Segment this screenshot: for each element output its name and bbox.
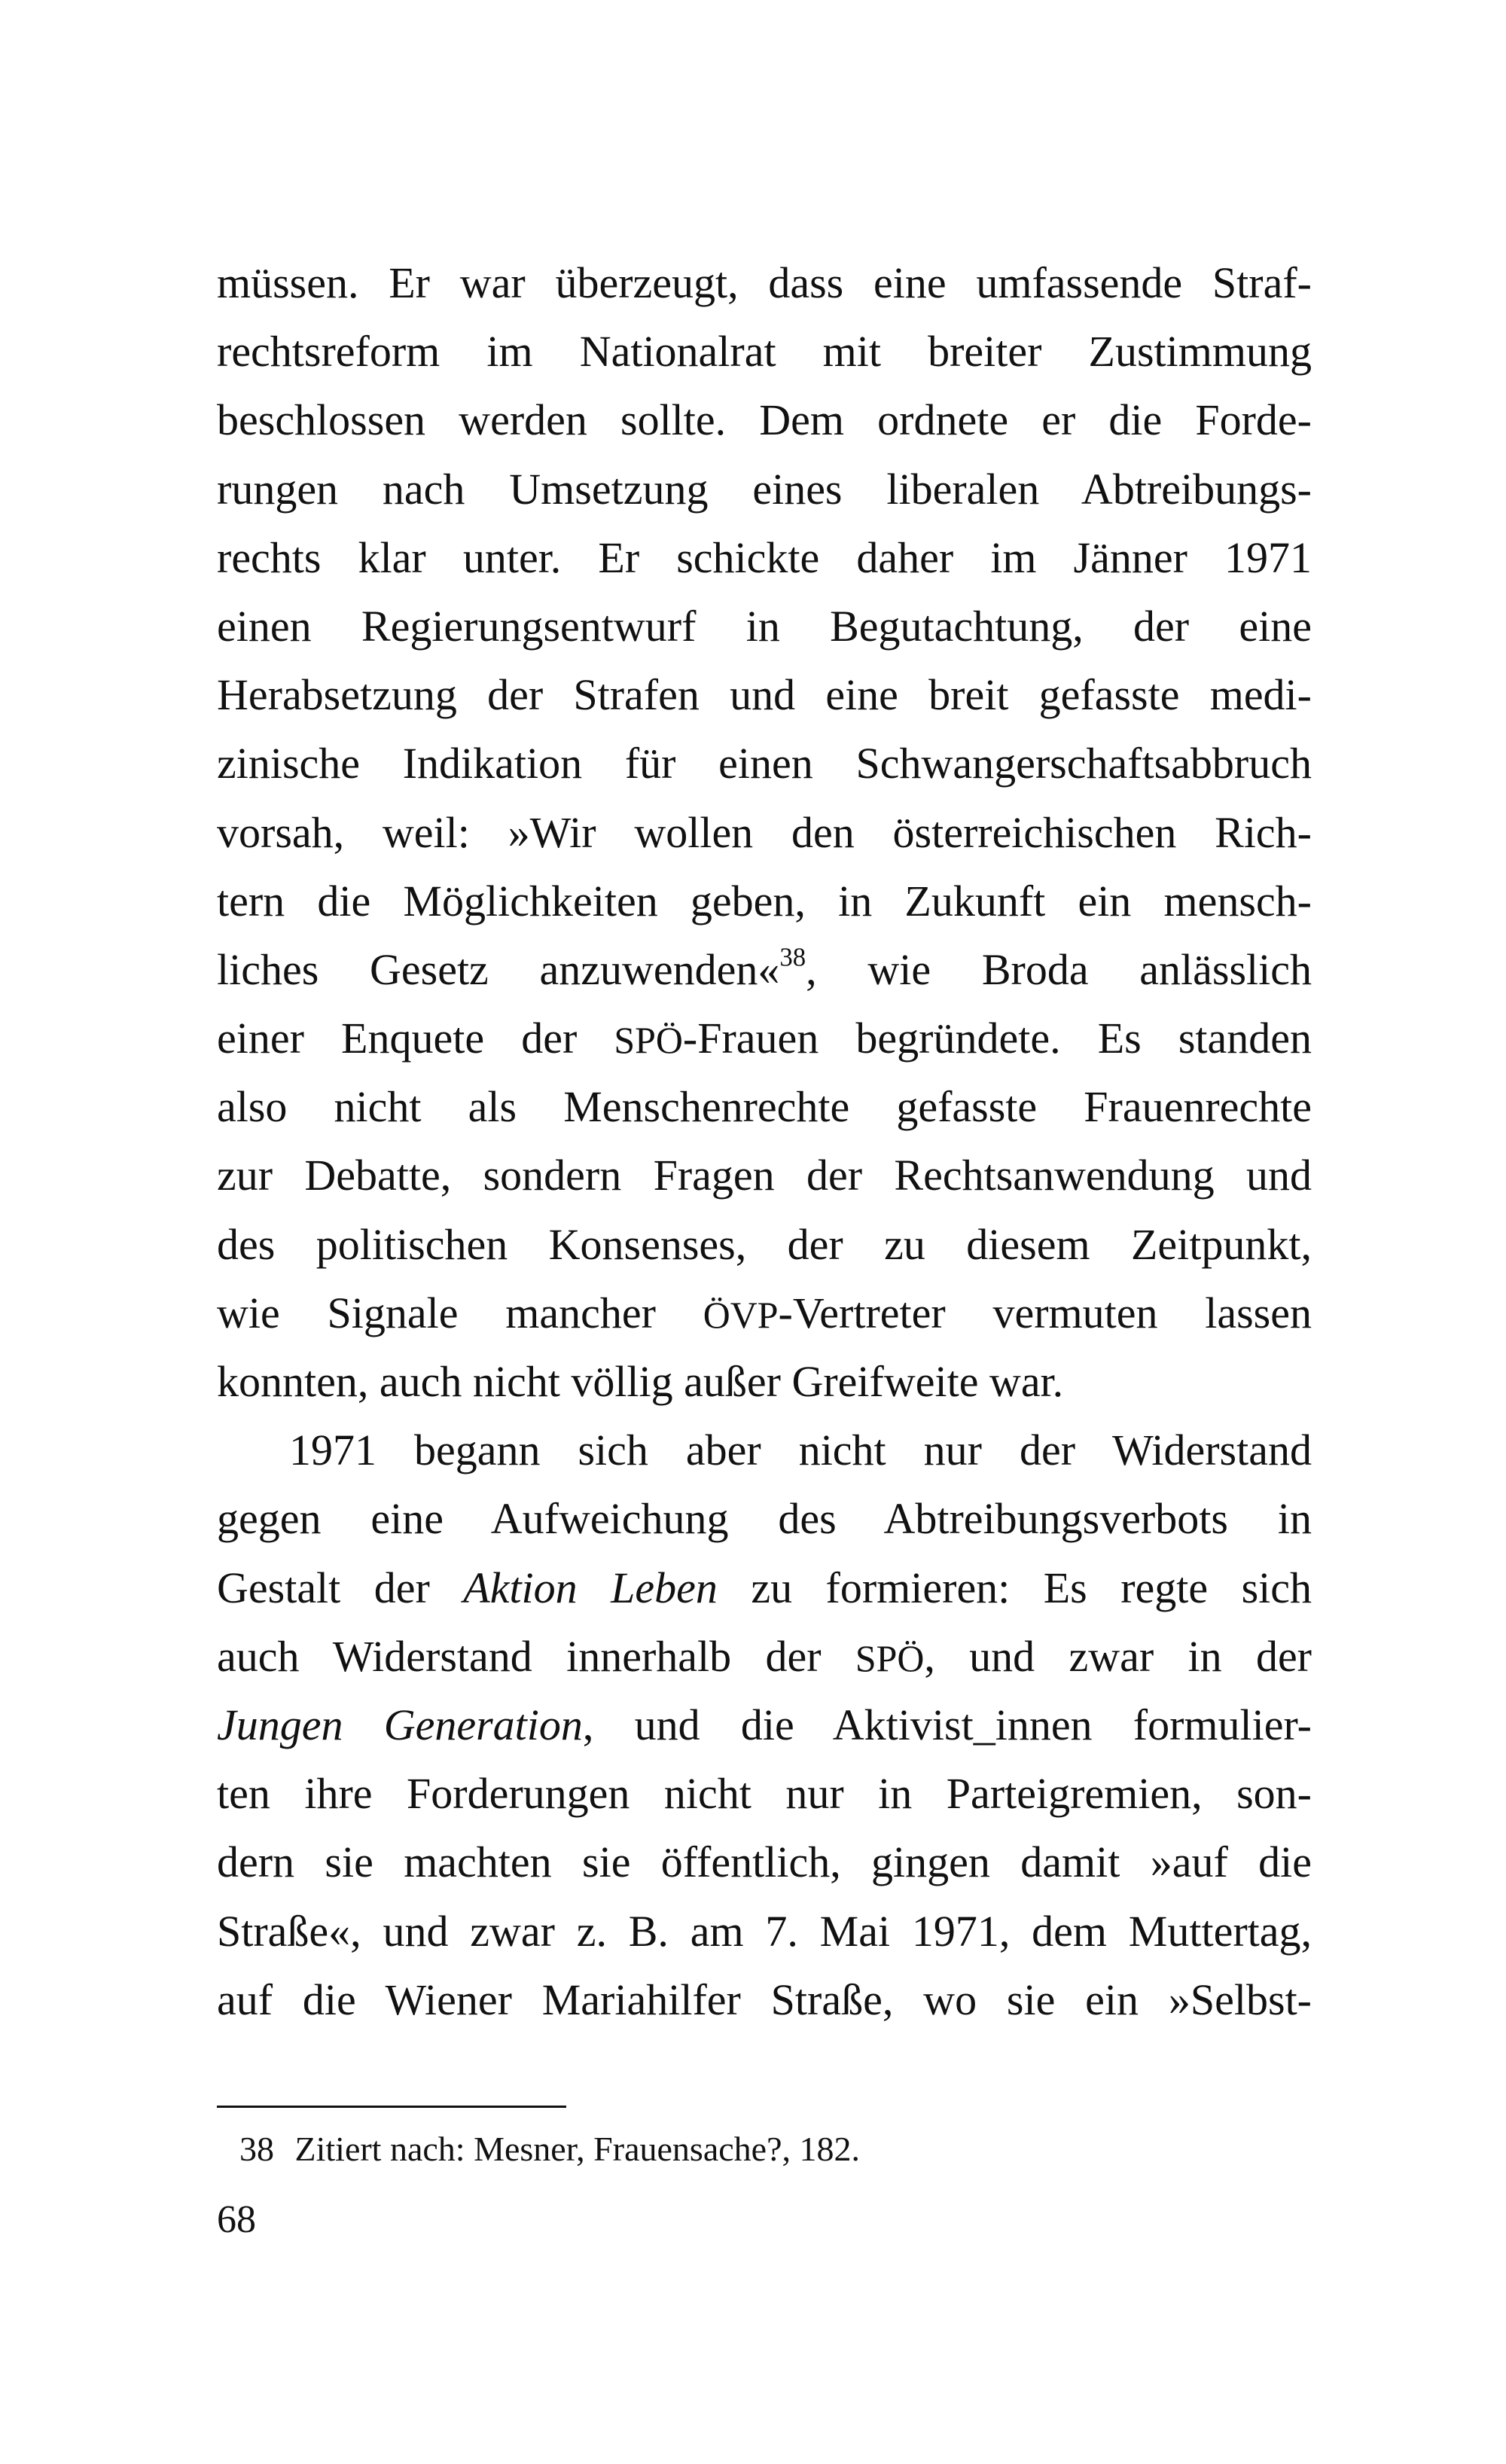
text-line <box>217 1210 1312 1279</box>
text-segment: , und zwar in der <box>924 1631 1312 1681</box>
text-segment: SPÖ <box>614 1020 683 1062</box>
text-line <box>217 1484 1312 1553</box>
footnote-reference[interactable]: 38 <box>779 942 806 972</box>
text-segment: Gestalt der <box>217 1563 464 1612</box>
text-line <box>217 1691 1312 1759</box>
text-segment: auch Widerstand innerhalb der <box>217 1631 855 1681</box>
text-segment: müssen. Er war überzeugt, dass eine umfassende Straf- <box>217 258 1312 307</box>
text-segment: liches Gesetz anzuwenden« <box>217 944 780 994</box>
text-segment: also nicht als Menschenrechte gefasste Frauenrechte <box>217 1082 1312 1132</box>
text-segment: zu formieren: Es regte sich <box>717 1563 1312 1612</box>
text-line <box>217 867 1312 935</box>
text-segment: Aktion Leben <box>463 1563 718 1612</box>
text-line <box>217 317 1312 386</box>
text-line <box>217 1965 1312 2034</box>
text-line <box>217 1759 1312 1828</box>
text-line <box>217 386 1312 454</box>
text-segment: SPÖ <box>855 1637 925 1679</box>
text-segment: beschlossen werden sollte. Dem ordnete er die Forde- <box>217 395 1312 445</box>
text-line <box>217 592 1312 660</box>
text-segment: rungen nach Umsetzung eines liberalen Abtreibungs- <box>217 464 1312 514</box>
text-line <box>217 523 1312 592</box>
text-segment: Herabsetzung der Strafen und eine breit gefasste medi- <box>217 670 1312 720</box>
text-line <box>217 1554 1312 1622</box>
text-segment: -Vertreter vermuten lassen <box>778 1288 1312 1337</box>
text-line <box>217 1897 1312 1965</box>
text-segment: ÖVP <box>703 1294 779 1336</box>
text-segment: gegen eine Aufweichung des Abtreibungsverbots in <box>217 1494 1312 1544</box>
text-line <box>217 1622 1312 1691</box>
text-segment: einer Enquete der <box>217 1014 614 1063</box>
text-segment: zinische Indikation für einen Schwangerschaftsabbruch <box>217 739 1312 788</box>
text-segment: rechts klar unter. Er schickte daher im Jänner 1971 <box>217 532 1312 582</box>
text-segment: auf die Wiener Mariahilfer Straße, wo sie ein »Selbst- <box>217 1975 1312 2024</box>
text-line <box>217 1141 1312 1209</box>
text-line <box>217 1828 1312 1896</box>
footnote <box>239 2128 860 2170</box>
text-segment: -Frauen begründete. Es standen <box>682 1014 1312 1063</box>
text-segment: einen Regierungsentwurf in Begutachtung, der eine <box>217 601 1312 651</box>
text-segment: ten ihre Forderungen nicht nur in Parteigremien, son- <box>217 1769 1312 1819</box>
text-segment: rechtsreform im Nationalrat mit breiter Zustimmung <box>217 327 1312 377</box>
text-line <box>217 729 1312 797</box>
text-line <box>217 455 1312 523</box>
text-line <box>217 798 1312 867</box>
footnote-divider <box>217 2106 566 2108</box>
text-line <box>217 1004 1312 1072</box>
text-segment: Jungen Generation <box>217 1700 583 1749</box>
text-segment: wie Signale mancher <box>217 1288 703 1337</box>
text-segment: tern die Möglichkeiten geben, in Zukunft ein mensch- <box>217 876 1312 926</box>
body-text <box>217 249 1312 2034</box>
text-line <box>217 935 1312 1004</box>
text-line <box>217 249 1312 317</box>
footnote-number: 38 <box>239 2130 274 2168</box>
text-segment: konnten, auch nicht völlig außer Greifweite war. <box>217 1357 1064 1406</box>
text-segment: 1971 begann sich aber nicht nur der Widerstand <box>289 1426 1312 1475</box>
text-segment: Straße«, und zwar z. B. am 7. Mai 1971, dem Muttertag, <box>217 1906 1312 1956</box>
text-line <box>217 1416 1312 1484</box>
text-segment: dern sie machten sie öffentlich, gingen damit »auf die <box>217 1837 1312 1887</box>
text-line <box>217 1347 1312 1416</box>
footnote-text: Zitiert nach: Mesner, Frauensache?, 182. <box>294 2130 860 2168</box>
text-segment: vorsah, weil: »Wir wollen den österreichischen Rich- <box>217 807 1312 857</box>
text-segment: , und die Aktivist_innen formulier- <box>582 1700 1312 1749</box>
text-segment: des politischen Konsenses, der zu diesem Zeitpunkt, <box>217 1219 1312 1269</box>
text-line <box>217 1279 1312 1347</box>
page-number: 68 <box>217 2198 256 2241</box>
text-line <box>217 660 1312 729</box>
text-line <box>217 1072 1312 1141</box>
text-segment: , wie Broda anlässlich <box>806 944 1312 994</box>
text-segment: zur Debatte, sondern Fragen der Rechtsanwendung und <box>217 1151 1312 1200</box>
